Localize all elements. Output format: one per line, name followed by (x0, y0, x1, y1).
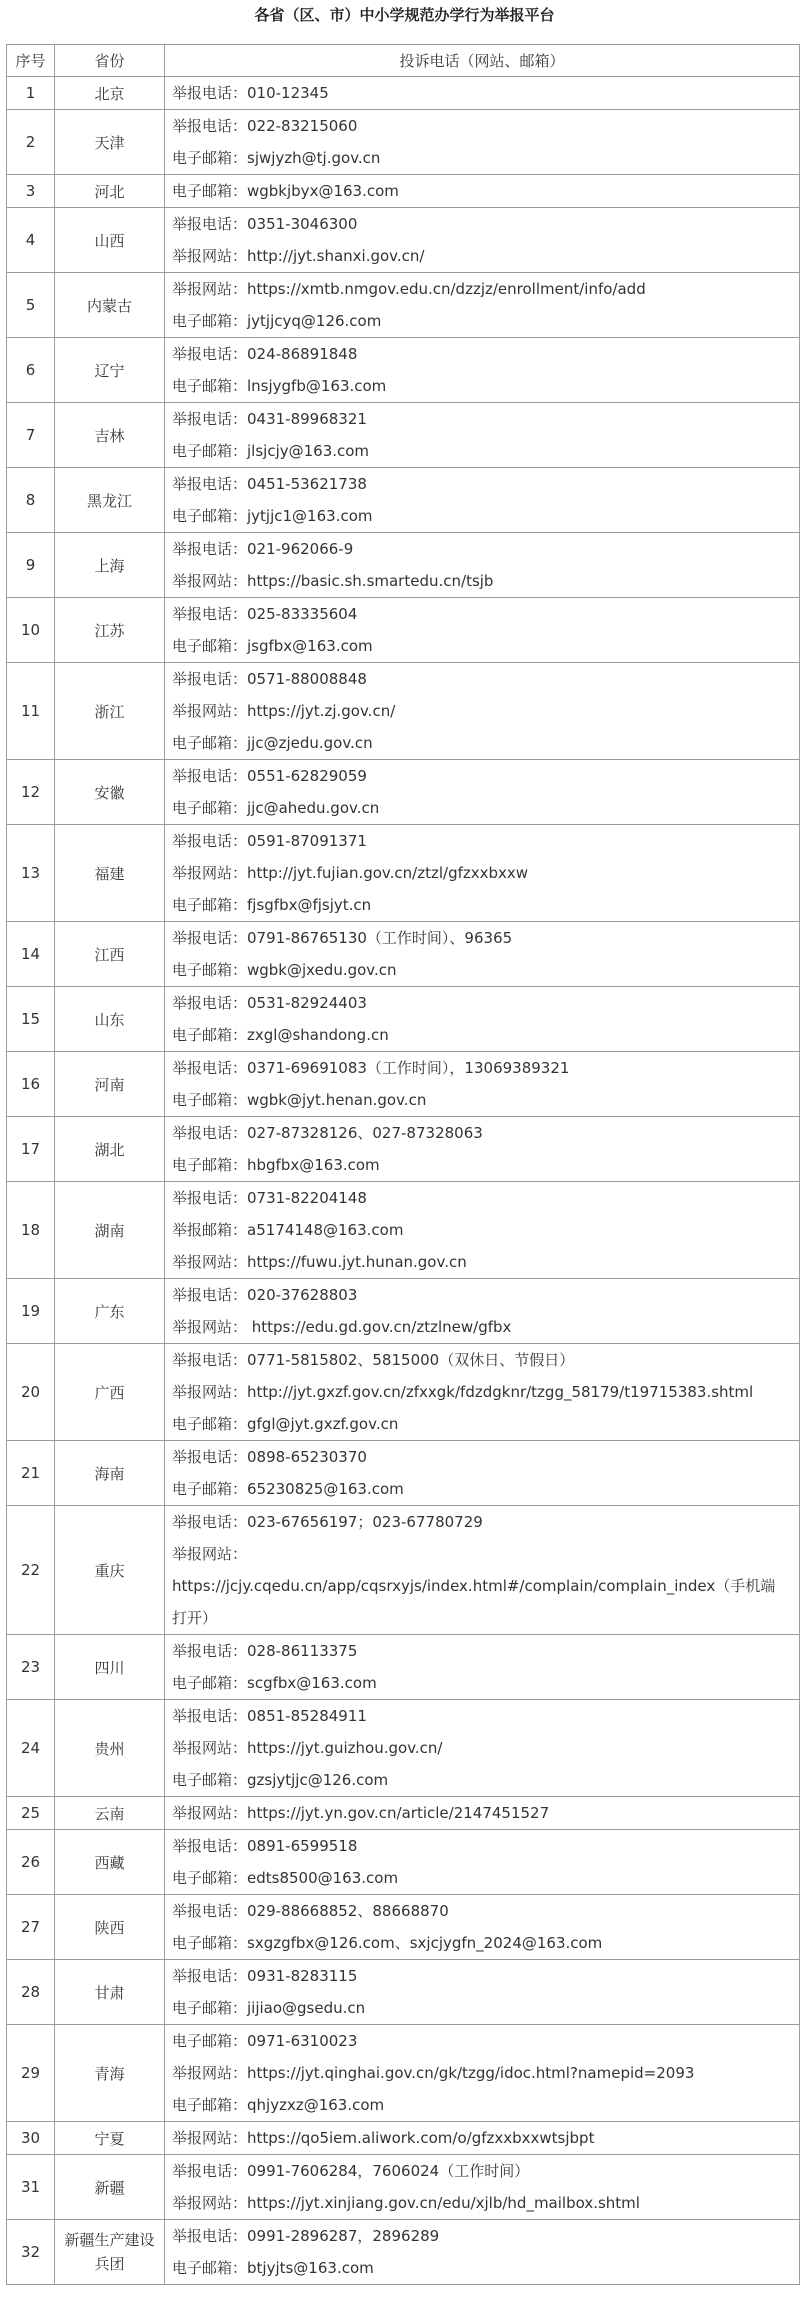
table-row (7, 987, 800, 1052)
table-row (7, 598, 800, 663)
row-number: 26 (7, 1830, 55, 1895)
row-number: 9 (7, 533, 55, 598)
contact-line: 电子邮箱：sjwjyzh@tj.gov.cn (172, 149, 381, 167)
contact-details (165, 533, 800, 598)
contact-line: https://jcjy.cqedu.cn/app/cqsrxyjs/index.html#/complain/complain_index（手机端 (172, 1577, 776, 1595)
contact-line: 举报电话：0991-2896287，2896289 (172, 2227, 440, 2245)
contact-details (165, 208, 800, 273)
contact-line: 举报网站： https://edu.gd.gov.cn/ztzlnew/gfbx (172, 1318, 512, 1336)
contact-line: 举报网站：https://fuwu.jyt.hunan.gov.cn (172, 1253, 467, 1271)
contact-line: 电子邮箱：jytjjc1@163.com (172, 507, 373, 525)
contact-line: 举报电话：0791-86765130（工作时间）、96365 (172, 929, 513, 947)
contact-line: 电子邮箱：jlsjcjy@163.com (172, 442, 370, 460)
province-name: 黑龙江 (55, 468, 165, 533)
row-number: 14 (7, 922, 55, 987)
contact-details (165, 1441, 800, 1506)
contact-line: 举报电话：0571-88008848 (172, 670, 367, 688)
row-number: 30 (7, 2122, 55, 2155)
contact-line: 电子邮箱：edts8500@163.com (172, 1869, 399, 1887)
province-name: 贵州 (55, 1700, 165, 1797)
contact-details (165, 1344, 800, 1441)
contact-line: 电子邮箱：wgbk@jyt.henan.gov.cn (172, 1091, 427, 1109)
province-name: 内蒙古 (55, 273, 165, 338)
row-number: 27 (7, 1895, 55, 1960)
contact-details (165, 1279, 800, 1344)
table-row (7, 1117, 800, 1182)
table-row (7, 1441, 800, 1506)
contact-line: 举报电话：0898-65230370 (172, 1448, 367, 1466)
contact-line: 举报电话：028-86113375 (172, 1642, 358, 1660)
province-name: 河南 (55, 1052, 165, 1117)
contact-line: 举报电话：0371-69691083（工作时间），13069389321 (172, 1059, 570, 1077)
contact-line: 举报电话：0431-89968321 (172, 410, 367, 428)
row-number: 7 (7, 403, 55, 468)
header-no: 序号 (7, 45, 55, 77)
row-number: 24 (7, 1700, 55, 1797)
table-row (7, 2220, 800, 2285)
contact-details (165, 1506, 800, 1635)
row-number: 5 (7, 273, 55, 338)
table-row (7, 533, 800, 598)
contact-details (165, 2025, 800, 2122)
table-row (7, 208, 800, 273)
contact-line: 举报网站：http://jyt.shanxi.gov.cn/ (172, 247, 425, 265)
contact-details (165, 598, 800, 663)
contact-details (165, 2122, 800, 2155)
row-number: 29 (7, 2025, 55, 2122)
row-number: 11 (7, 663, 55, 760)
contact-line: 举报电话：0771-5815802、5815000（双休日、节假日） (172, 1351, 575, 1369)
row-number: 22 (7, 1506, 55, 1635)
table-row (7, 1182, 800, 1279)
contact-details (165, 825, 800, 922)
province-name: 新疆 (55, 2155, 165, 2220)
row-number: 25 (7, 1797, 55, 1830)
contact-line: 电子邮箱：jijiao@gsedu.cn (172, 1999, 366, 2017)
contact-line: 电子邮箱：gfgl@jyt.gxzf.gov.cn (172, 1415, 399, 1433)
table-row (7, 1700, 800, 1797)
contact-line: 举报电话：0991-7606284，7606024（工作时间） (172, 2162, 530, 2180)
header-contact: 投诉电话（网站、邮箱） (165, 45, 800, 77)
row-number: 23 (7, 1635, 55, 1700)
contact-line: 电子邮箱：zxgl@shandong.cn (172, 1026, 389, 1044)
province-name: 福建 (55, 825, 165, 922)
province-name: 重庆 (55, 1506, 165, 1635)
contact-line: 举报电话：0731-82204148 (172, 1189, 367, 1207)
row-number: 1 (7, 77, 55, 110)
contact-line: 举报网站：https://qo5iem.aliwork.com/o/gfzxxbxxwtsjbpt (172, 2129, 595, 2147)
table-row (7, 1797, 800, 1830)
contact-line: 举报电话：029-88668852、88668870 (172, 1902, 449, 1920)
contact-line: 电子邮箱：qhjyzxz@163.com (172, 2096, 385, 2114)
contact-line: 举报电话：023-67656197；023-67780729 (172, 1513, 483, 1531)
contact-line: 举报网站：http://jyt.gxzf.gov.cn/zfxxgk/fdzdgknr/tzgg_58179/t19715383.shtml (172, 1383, 754, 1401)
table-row (7, 1895, 800, 1960)
province-name: 北京 (55, 77, 165, 110)
province-name: 云南 (55, 1797, 165, 1830)
contact-details (165, 1830, 800, 1895)
contact-details (165, 1797, 800, 1830)
row-number: 19 (7, 1279, 55, 1344)
contact-details (165, 273, 800, 338)
province-name: 广东 (55, 1279, 165, 1344)
province-name: 湖北 (55, 1117, 165, 1182)
contact-line: 电子邮箱：jjc@zjedu.gov.cn (172, 734, 373, 752)
page-title: 各省（区、市）中小学规范办学行为举报平台 (254, 6, 555, 24)
contact-line: 电子邮箱：jsgfbx@163.com (172, 637, 373, 655)
table-row (7, 77, 800, 110)
province-name: 河北 (55, 175, 165, 208)
province-name: 江西 (55, 922, 165, 987)
contact-line: 举报网站：https://jyt.yn.gov.cn/article/2147451527 (172, 1804, 550, 1822)
province-name: 青海 (55, 2025, 165, 2122)
table-row (7, 1635, 800, 1700)
contact-line: 电子邮箱：0971-6310023 (172, 2032, 358, 2050)
row-number: 20 (7, 1344, 55, 1441)
contact-details (165, 468, 800, 533)
contact-line: 举报网站：https://jyt.qinghai.gov.cn/gk/tzgg/idoc.html?namepid=2093 (172, 2064, 695, 2082)
contact-line: 举报电话：0891-6599518 (172, 1837, 358, 1855)
contact-line: 电子邮箱：fjsgfbx@fjsjyt.cn (172, 896, 372, 914)
province-name: 上海 (55, 533, 165, 598)
contact-line: 举报电话：0591-87091371 (172, 832, 367, 850)
table-row (7, 1506, 800, 1635)
row-number: 6 (7, 338, 55, 403)
contact-line: 电子邮箱：jytjjcyq@126.com (172, 312, 382, 330)
row-number: 32 (7, 2220, 55, 2285)
table-body (7, 77, 800, 2285)
province-name: 西藏 (55, 1830, 165, 1895)
province-name: 安徽 (55, 760, 165, 825)
row-number: 28 (7, 1960, 55, 2025)
contact-line: 举报电话：020-37628803 (172, 1286, 358, 1304)
row-number: 2 (7, 110, 55, 175)
contact-details (165, 1052, 800, 1117)
contact-details (165, 2155, 800, 2220)
contact-line: 举报电话：0851-85284911 (172, 1707, 367, 1725)
row-number: 8 (7, 468, 55, 533)
table-row (7, 2025, 800, 2122)
table-row (7, 1830, 800, 1895)
table-row (7, 663, 800, 760)
province-name: 广西 (55, 1344, 165, 1441)
contact-line: 举报网站：https://jyt.xinjiang.gov.cn/edu/xjlb/hd_mailbox.shtml (172, 2194, 640, 2212)
header-province: 省份 (55, 45, 165, 77)
contact-line: 举报网站： (172, 1545, 248, 1563)
contact-line: 电子邮箱：wgbk@jxedu.gov.cn (172, 961, 397, 979)
contact-details (165, 663, 800, 760)
contact-details (165, 1635, 800, 1700)
contact-line: 电子邮箱：scgfbx@163.com (172, 1674, 377, 1692)
row-number: 10 (7, 598, 55, 663)
table-row (7, 338, 800, 403)
row-number: 18 (7, 1182, 55, 1279)
contact-line: 举报电话：0551-62829059 (172, 767, 367, 785)
contact-line: 举报电话：027-87328126、027-87328063 (172, 1124, 483, 1142)
province-name: 吉林 (55, 403, 165, 468)
contact-line: 举报网站：https://jyt.guizhou.gov.cn/ (172, 1739, 443, 1757)
contact-line: 举报电话：0531-82924403 (172, 994, 367, 1012)
contact-line: 举报邮箱：a5174148@163.com (172, 1221, 404, 1239)
table-row (7, 2155, 800, 2220)
contact-details (165, 1960, 800, 2025)
row-number: 4 (7, 208, 55, 273)
contact-line: 举报网站：http://jyt.fujian.gov.cn/ztzl/gfzxxbxxw (172, 864, 529, 882)
table-row (7, 760, 800, 825)
contact-line: 电子邮箱：lnsjygfb@163.com (172, 377, 387, 395)
table-row (7, 273, 800, 338)
row-number: 21 (7, 1441, 55, 1506)
province-name: 海南 (55, 1441, 165, 1506)
contact-line: 电子邮箱：65230825@163.com (172, 1480, 404, 1498)
province-name: 甘肃 (55, 1960, 165, 2025)
row-number: 3 (7, 175, 55, 208)
contact-line: 电子邮箱：btjyjts@163.com (172, 2259, 374, 2277)
table-row (7, 1279, 800, 1344)
province-name: 辽宁 (55, 338, 165, 403)
table-row (7, 1052, 800, 1117)
table-row (7, 2122, 800, 2155)
province-name: 陕西 (55, 1895, 165, 1960)
province-name: 新疆生产建设兵团 (55, 2220, 165, 2285)
province-name: 宁夏 (55, 2122, 165, 2155)
contact-line: 举报电话：025-83335604 (172, 605, 358, 623)
contact-line: 电子邮箱：wgbkjbyx@163.com (172, 182, 399, 200)
contact-line: 举报电话：022-83215060 (172, 117, 358, 135)
contact-line: 电子邮箱：gzsjytjjc@126.com (172, 1771, 389, 1789)
contact-details (165, 987, 800, 1052)
contact-details (165, 1700, 800, 1797)
contact-line: 电子邮箱：sxgzgfbx@126.com、sxjcjygfn_2024@163.com (172, 1934, 603, 1952)
contact-line: 举报电话：0451-53621738 (172, 475, 367, 493)
table-row (7, 1344, 800, 1441)
contact-line: 举报网站：https://xmtb.nmgov.edu.cn/dzzjz/enrollment/info/add (172, 280, 646, 298)
contact-line: 举报网站：https://jyt.zj.gov.cn/ (172, 702, 396, 720)
contact-line: 举报网站：https://basic.sh.smartedu.cn/tsjb (172, 572, 494, 590)
province-name: 山东 (55, 987, 165, 1052)
report-platform-table (6, 44, 800, 2285)
province-name: 山西 (55, 208, 165, 273)
contact-line: 电子邮箱：jjc@ahedu.gov.cn (172, 799, 380, 817)
province-name: 浙江 (55, 663, 165, 760)
contact-details (165, 403, 800, 468)
row-number: 16 (7, 1052, 55, 1117)
contact-details (165, 110, 800, 175)
contact-line: 打开） (172, 1609, 218, 1627)
contact-line: 举报电话：024-86891848 (172, 345, 358, 363)
contact-details (165, 760, 800, 825)
row-number: 13 (7, 825, 55, 922)
contact-line: 举报电话：0931-8283115 (172, 1967, 358, 1985)
table-row (7, 1960, 800, 2025)
row-number: 12 (7, 760, 55, 825)
table-row (7, 110, 800, 175)
province-name: 湖南 (55, 1182, 165, 1279)
table-row (7, 175, 800, 208)
contact-details (165, 1117, 800, 1182)
table-row (7, 403, 800, 468)
contact-details (165, 1182, 800, 1279)
contact-details (165, 338, 800, 403)
table-row (7, 825, 800, 922)
row-number: 17 (7, 1117, 55, 1182)
contact-details (165, 77, 800, 110)
contact-details (165, 2220, 800, 2285)
province-name: 天津 (55, 110, 165, 175)
contact-line: 举报电话：021-962066-9 (172, 540, 354, 558)
contact-line: 举报电话：0351-3046300 (172, 215, 358, 233)
table-row (7, 468, 800, 533)
contact-line: 举报电话：010-12345 (172, 84, 329, 102)
province-name: 四川 (55, 1635, 165, 1700)
row-number: 15 (7, 987, 55, 1052)
contact-line: 电子邮箱：hbgfbx@163.com (172, 1156, 380, 1174)
table-header-row (7, 45, 800, 77)
province-name: 江苏 (55, 598, 165, 663)
table-row (7, 922, 800, 987)
contact-details (165, 175, 800, 208)
row-number: 31 (7, 2155, 55, 2220)
contact-details (165, 922, 800, 987)
contact-details (165, 1895, 800, 1960)
